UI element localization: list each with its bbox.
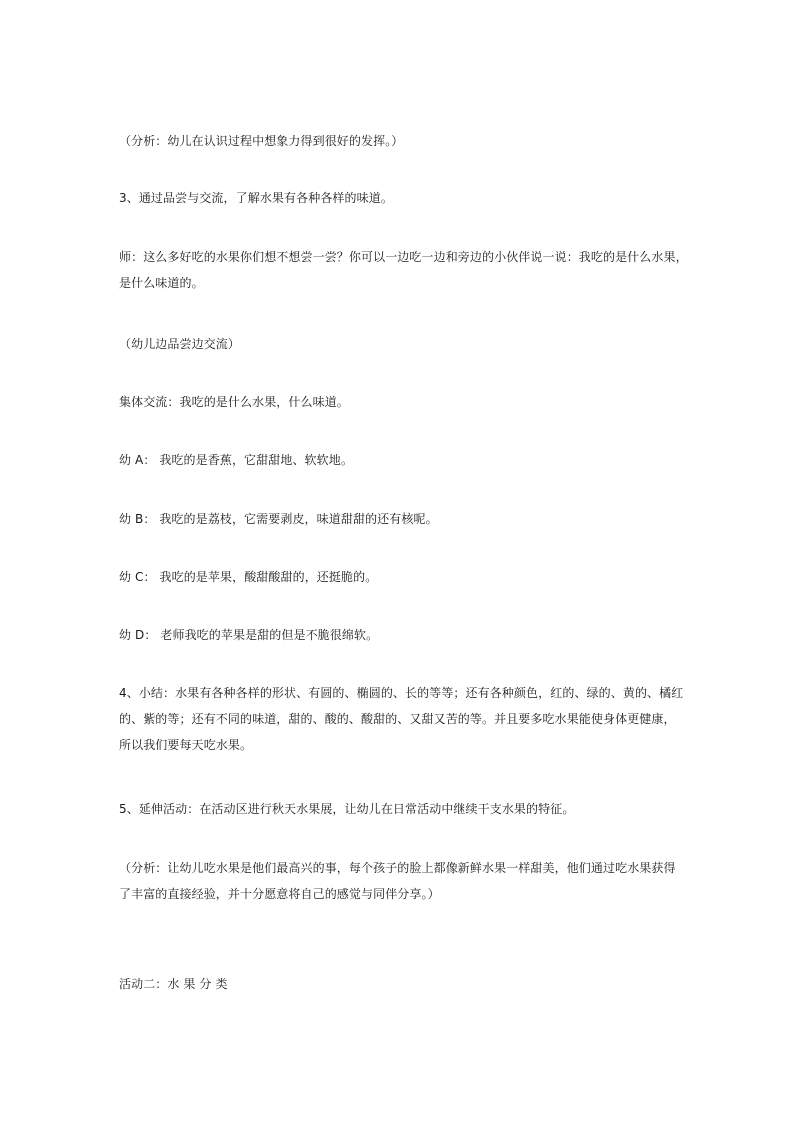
- text-line: 所以我们要每天吃水果。: [119, 738, 253, 752]
- text-line: （分析：幼儿在认识过程中想象力得到很好的发挥。）: [119, 134, 404, 148]
- kids-taste-paragraph: [119, 331, 679, 357]
- text-line: 的、紫的等；还有不同的味道，甜的、酸的、酸甜的、又甜又苦的等。并且要多吃水果能使身体更健康，: [119, 712, 676, 726]
- activity-2-title: [119, 971, 679, 997]
- child-a-paragraph: [119, 447, 679, 473]
- text-line: （分析：让幼儿吃水果是他们最高兴的事，每个孩子的脸上都像新鲜水果一样甜美，他们通过吃水果获得: [119, 861, 676, 875]
- text-line: 幼 D： 老师我吃的苹果是甜的但是不脆很绵软。: [119, 628, 379, 642]
- text-line: 活动二：水 果 分 类: [119, 977, 228, 991]
- analysis-paragraph: [119, 128, 679, 154]
- child-d-paragraph: [119, 622, 679, 648]
- text-line: 幼 B： 我吃的是荔枝，它需要剥皮，味道甜甜的还有核呢。: [119, 512, 438, 526]
- summary-4-paragraph: [119, 680, 684, 758]
- child-c-paragraph: [119, 564, 679, 590]
- text-line: 5、延伸活动：在活动区进行秋天水果展，让幼儿在日常活动中继续干支水果的特征。: [119, 802, 575, 816]
- child-b-paragraph: [119, 506, 679, 532]
- step-3-heading: [119, 185, 679, 211]
- teacher-question-paragraph: [119, 244, 688, 296]
- text-line: 幼 A： 我吃的是香蕉，它甜甜地、软软地。: [119, 453, 353, 467]
- text-line: 师：这么多好吃的水果你们想不想尝一尝？你可以一边吃一边和旁边的小伙伴说一说：我吃的是什么水果，: [119, 250, 688, 264]
- text-line: 了丰富的直接经验，并十分愿意将自己的感觉与同伴分享。）: [119, 887, 440, 901]
- text-line: 集体交流：我吃的是什么水果，什么味道。: [119, 395, 349, 409]
- extension-5-paragraph: [119, 796, 679, 822]
- text-line: 是什么味道的。: [119, 276, 204, 290]
- text-line: 3、通过品尝与交流，了解水果有各种各样的味道。: [119, 191, 393, 205]
- text-line: 4、小结：水果有各种各样的形状、有圆的、椭圆的、长的等等；还有各种颜色，红的、绿的、黄的、橘红: [119, 686, 684, 700]
- text-line: （幼儿边品尝边交流）: [119, 337, 241, 351]
- text-line: 幼 C： 我吃的是苹果，酸甜酸甜的，还挺脆的。: [119, 570, 378, 584]
- analysis-2-paragraph: [119, 855, 679, 907]
- group-exchange-paragraph: [119, 389, 679, 415]
